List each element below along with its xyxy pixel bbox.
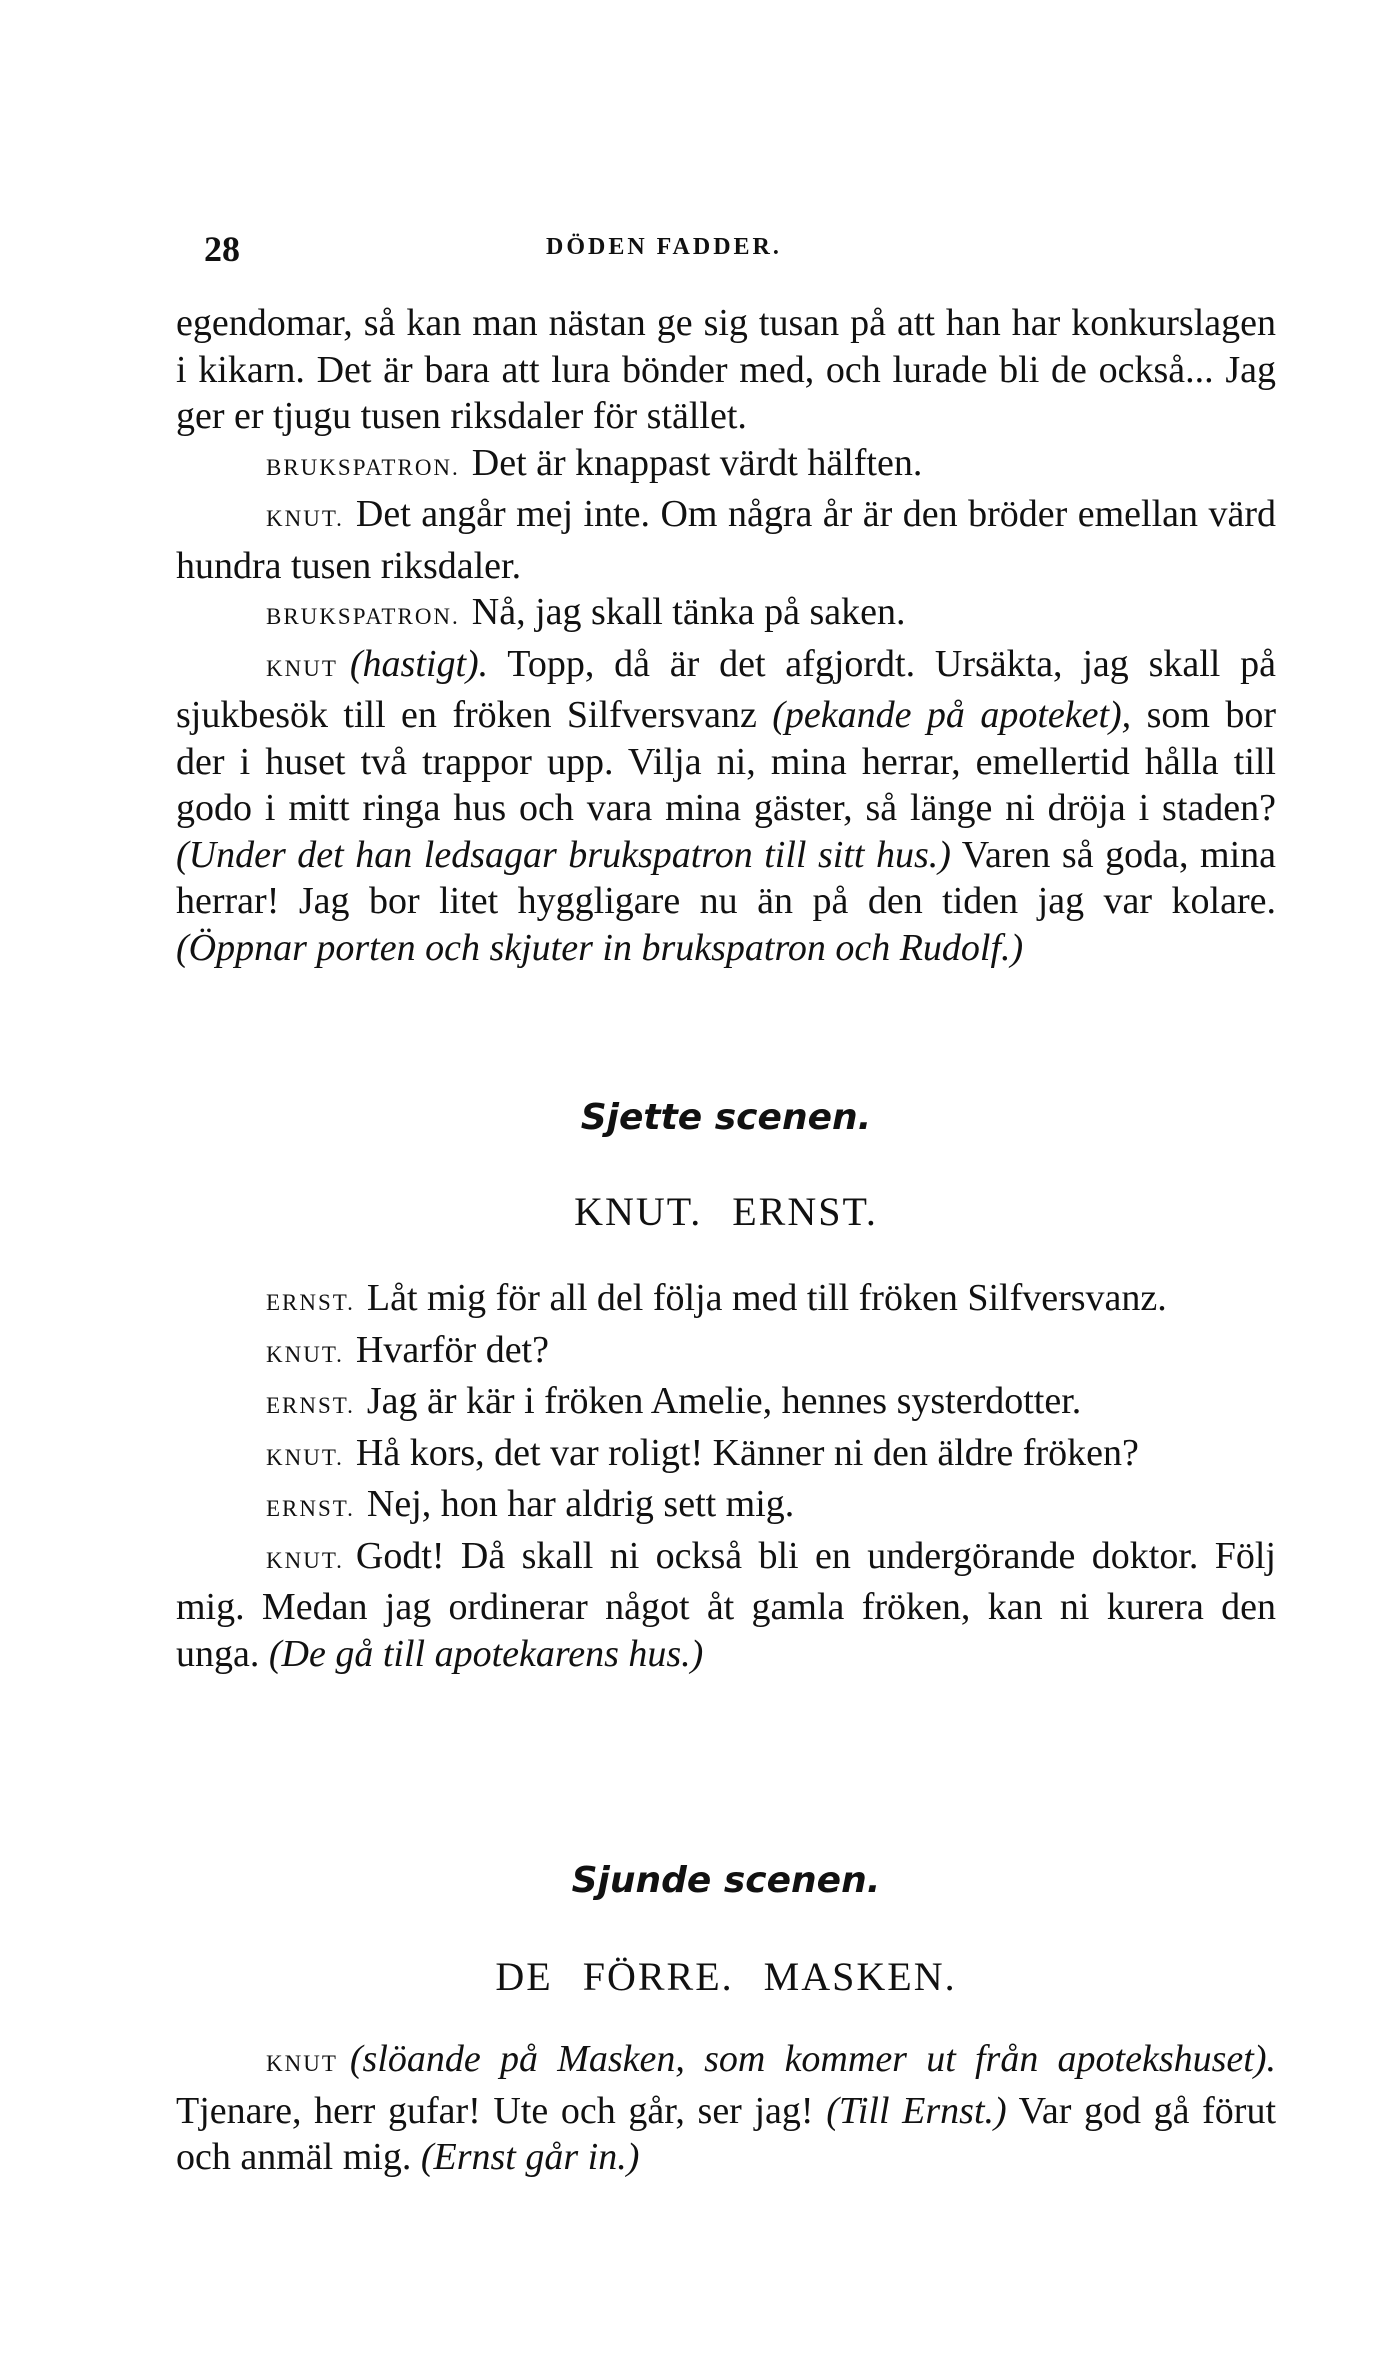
stage-direction: (Under det han ledsagar brukspatron till sitt hus.)	[176, 833, 951, 876]
stage-direction: (De gå till apotekarens hus.)	[268, 1632, 704, 1675]
speaker-name: KNUT.	[266, 1444, 344, 1470]
stage-direction: (Öppnar porten och skjuter in brukspatron och Rudolf.)	[176, 926, 1024, 969]
speaker-name: ERNST.	[266, 1496, 355, 1521]
speaker-name: BRUKSPATRON.	[266, 604, 460, 629]
stage-direction: (Till Ernst.)	[826, 2089, 1007, 2132]
running-head	[176, 228, 1276, 268]
speech-text: Hå kors, det var roligt! Känner ni den äldre fröken?	[355, 1431, 1139, 1474]
speech	[176, 641, 1276, 972]
speech-text: Nå, jag skall tänka på saken.	[471, 591, 906, 633]
scene-heading: Sjunde scenen.	[571, 1860, 881, 1901]
speech-text: som bor der i huset två trappor upp. Vilja ni, mina herrar, emellertid hålla till godo i mitt ringa hus och vara mina gäster, så länge ni dröja i staden?	[176, 694, 1276, 829]
speech-text: Godt! Då skall ni också bli en undergörande doktor. Följ mig. Medan jag ordinerar något åt gamla fröken, kan ni kurera den unga.	[176, 1534, 1276, 1675]
speech	[176, 1533, 1276, 1678]
speech	[176, 1430, 1276, 1482]
speaker-name: KNUT.	[266, 1547, 344, 1573]
speech-text: Det är knappast värdt hälften.	[471, 441, 923, 484]
stage-direction: (Ernst går in.)	[420, 2136, 640, 2178]
speech-text: Låt mig för all del följa med till fröken Silfversvanz.	[366, 1277, 1167, 1319]
cast-list: KNUT. ERNST.	[574, 1189, 878, 1234]
speech	[176, 1327, 1276, 1379]
cast-list: DE FÖRRE. MASKEN.	[495, 1954, 957, 1999]
speech-text: Tjenare, herr gufar! Ute och går, ser jag!	[176, 2089, 827, 2132]
dialogue-block-3	[176, 2036, 1276, 2181]
speech	[176, 1378, 1276, 1430]
speaker-name: KNUT	[266, 2051, 338, 2076]
page-number: 28	[204, 229, 240, 269]
stage-direction: (pekande på apoteket),	[772, 694, 1132, 736]
speech	[176, 491, 1276, 589]
speaker-name: KNUT.	[266, 1341, 344, 1367]
speech	[176, 2036, 1276, 2181]
speech	[176, 1481, 1276, 1533]
dialogue-block-2	[176, 1275, 1276, 1677]
stage-direction: (slöande på Masken, som kommer ut från apotekshuset).	[349, 2038, 1276, 2080]
speech	[176, 1275, 1276, 1327]
running-title: DÖDEN FADDER.	[546, 234, 782, 260]
speaker-name: KNUT	[266, 655, 338, 681]
speaker-name: ERNST.	[266, 1290, 355, 1315]
speech	[176, 440, 1276, 492]
speech-text: Det angår mej inte. Om några år är den bröder emellan värd hundra tusen riksdaler.	[176, 493, 1276, 587]
scene-heading: Sjette scenen.	[580, 1097, 872, 1138]
speech-text: Hvarför det?	[355, 1328, 549, 1371]
stage-direction: (hastigt).	[349, 642, 489, 685]
speech-text: Topp, då är det afgjordt. Ursäkta, jag skall på sjukbesök till en fröken Silfversvanz	[176, 642, 1276, 736]
speech	[176, 589, 1276, 641]
paragraph: egendomar, så kan man nästan ge sig tusan på att han har konkurslagen i kikarn. Det är bara att lura bönder med, och lurade bli de också... Jag ger er tjugu tusen riksdaler för stället.	[176, 302, 1276, 437]
speech-text: Var god gå förut och anmäl mig.	[176, 2089, 1276, 2178]
speech-text: Jag är kär i fröken Amelie, hennes systerdotter.	[366, 1380, 1082, 1422]
speech-text: Nej, hon har aldrig sett mig.	[366, 1483, 795, 1525]
speech-text: Varen så goda, mina herrar! Jag bor litet hyggligare nu än på den tiden jag var kolare.	[176, 833, 1277, 922]
speaker-name: BRUKSPATRON.	[266, 454, 460, 480]
speaker-name: KNUT.	[266, 506, 344, 531]
dialogue-block-1	[176, 300, 1276, 971]
speaker-name: ERNST.	[266, 1393, 355, 1418]
